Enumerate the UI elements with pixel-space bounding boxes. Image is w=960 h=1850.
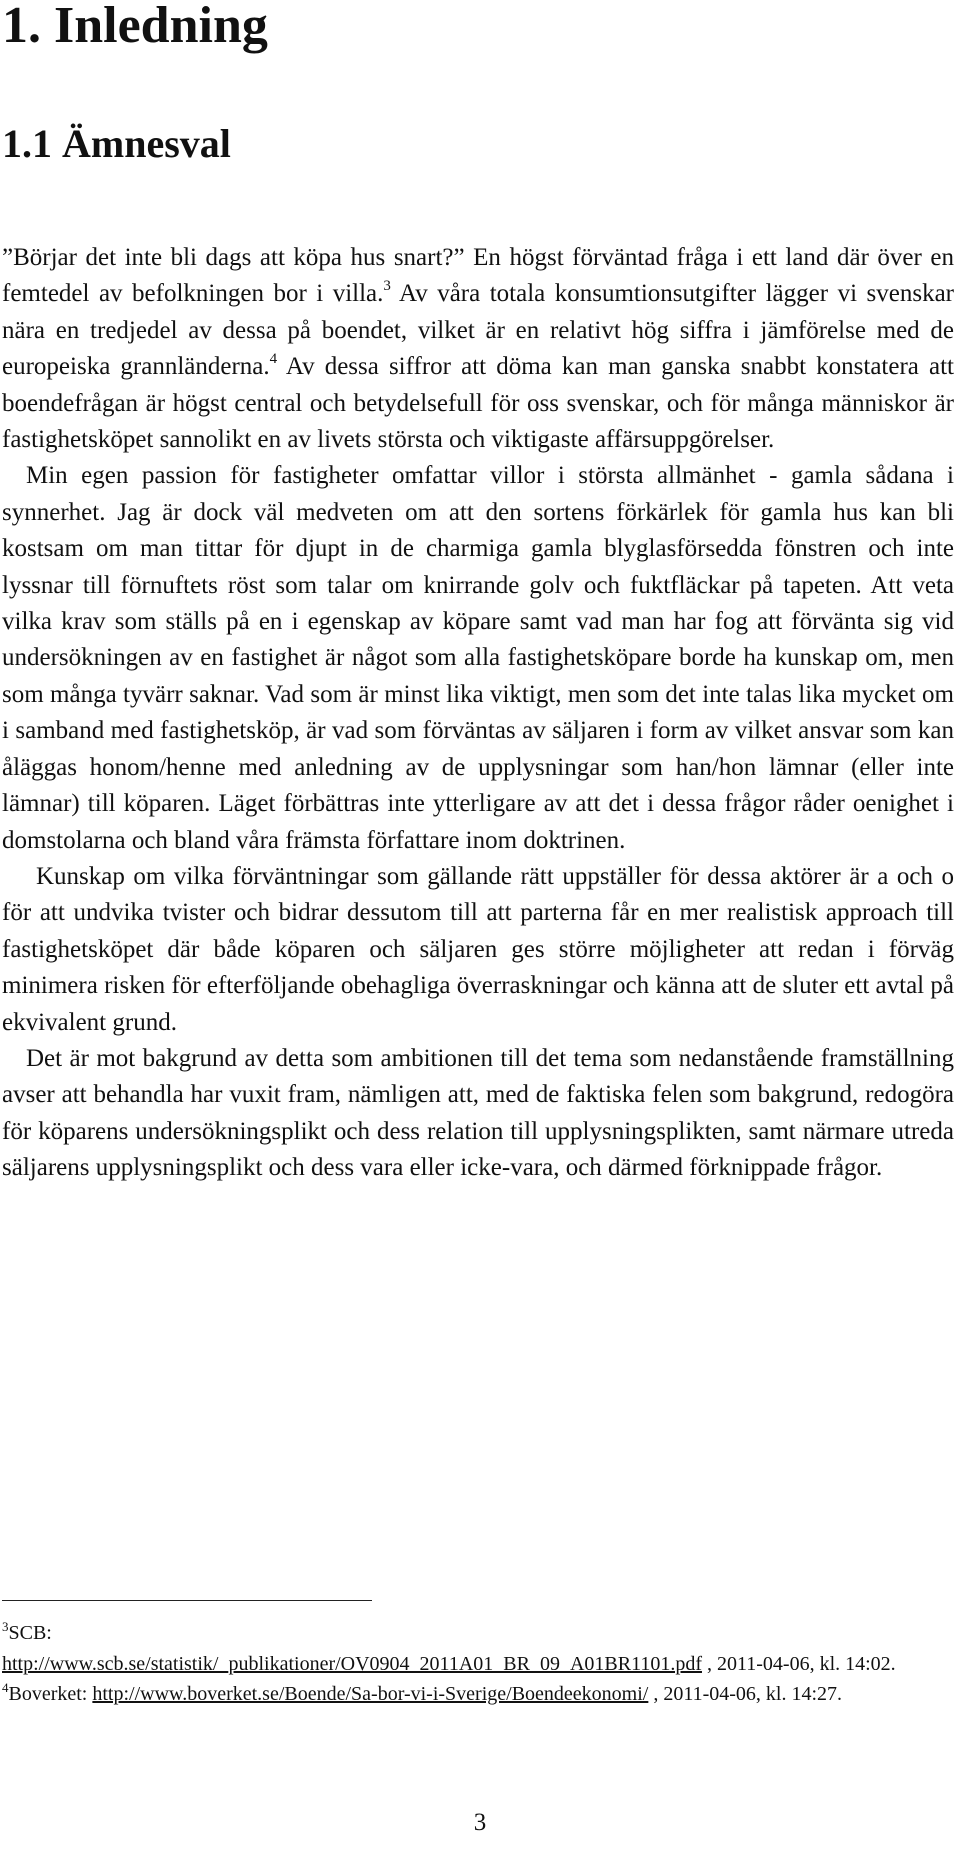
paragraph-1-part-b: Av våra totala konsumtionsutgifter lägger vi svenskar nära en tredjedel av dessa på boendet, vilket är en relativt hög siffra i jämförelse med de europeiska grannländerna. [2, 280, 954, 381]
chapter-heading: 1. Inledning [2, 0, 268, 54]
paragraph-2: Min egen passion för fastigheter omfattar villor i största allmänhet - gamla sådana i synnerhet. Jag är dock väl medveten om att den sortens förkärlek för gamla hus kan bli kostsam om man tittar för djupt in de charmiga gamla blyglasförsedda fönstren och inte lyssnar till förnuftets röst som talar om knirrande golv och fuktfläckar på tapeten. Att veta vilka krav som ställs på en i egenskap av köpare samt vad man har fog att förvänta sig vid undersökningen av en fastighet är något som alla fastighetsköpare borde ha kunskap om, men som många tyvärr saknar. Vad som är minst lika viktigt, men som det inte talas lika mycket om i samband med fastighetsköp, är vad som förväntas av säljaren i form av vilket ansvar som kan åläggas honom/henne med anledning av de upplysningar som han/hon lämnar (eller inte lämnar) till köparen. Läget förbättras inte ytterligare av att det i dessa frågor råder oenighet i domstolarna och bland våra främsta författare inom doktrinen. [2, 462, 954, 854]
footnote-3 [2, 1618, 957, 1679]
footnote-link[interactable]: http://www.scb.se/statistik/_publikationer/OV0904_2011A01_BR_09_A01BR1101.pdf [2, 1652, 702, 1675]
section-heading: 1.1 Ämnesval [2, 121, 231, 166]
footnote-number: 4 [2, 1680, 9, 1695]
footnote-ref-4[interactable]: 4 [269, 351, 278, 368]
page-number: 3 [473, 1809, 487, 1836]
footnote-date: , 2011-04-06, kl. 14:27. [648, 1683, 843, 1705]
footnote-number: 3 [2, 1619, 9, 1634]
body-text [2, 240, 954, 1187]
footnote-link[interactable]: http://www.boverket.se/Boende/Sa-bor-vi-i-Sverige/Boendeekonomi/ [92, 1683, 649, 1705]
footnote-divider [2, 1600, 372, 1601]
footnote-label: SCB: [8, 1622, 52, 1644]
footnote-4 [2, 1679, 957, 1710]
paragraph-1-part-c: Av dessa siffror att döma kan man ganska snabbt konstatera att boendefrågan är högst central och betydelsefull för oss svenskar, och för många människor är fastighetsköpet sannolikt en av livets största och viktigaste affärsuppgörelser. [2, 353, 954, 454]
footnote-label: Boverket: [8, 1683, 93, 1705]
paragraph-3: Kunskap om vilka förväntningar som gällande rätt uppställer för dessa aktörer är a och o för att undvika tvister och bidrar dessutom till att parterna får en mer realistisk approach till fastighetsköpet där både köparen och säljaren ges större möjligheter att redan i förväg minimera risken för efterföljande obehagliga överraskningar och känna att de sluter ett avtal på ekvivalent grund. [2, 862, 954, 1036]
paragraph-4: Det är mot bakgrund av detta som ambitionen till det tema som nedanstående framställning avser att behandla har vuxit fram, nämligen att, med de faktiska felen som bakgrund, redogöra för köparens undersökningsplikt och dess relation till upplysningsplikten, samt närmare utreda säljarens upplysningsplikt och dess vara eller icke-vara, och därmed förknippade frågor. [2, 1044, 954, 1182]
footnote-ref-3[interactable]: 3 [383, 278, 391, 295]
paragraph-1 [2, 240, 954, 458]
footnote-date: , 2011-04-06, kl. 14:02. [701, 1652, 896, 1675]
footnotes [2, 1618, 957, 1710]
paragraph-1-part-a: ”Börjar det inte bli dags att köpa hus snart?” En högst förväntad fråga i ett land där över en femtedel av befolkningen bor i villa. [2, 244, 954, 308]
